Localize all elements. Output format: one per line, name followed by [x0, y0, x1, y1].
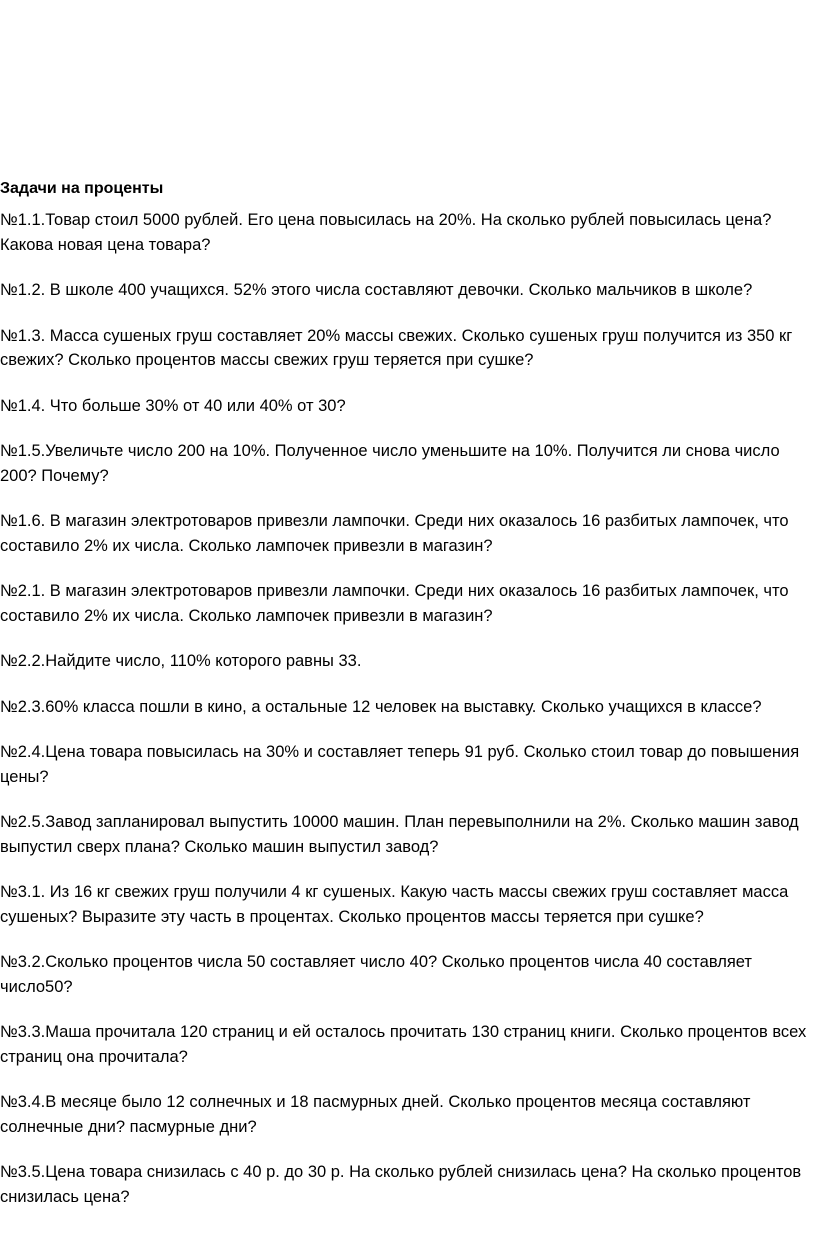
problem-1-3: №1.3. Масса сушеных груш составляет 20% массы свежих. Сколько сушеных груш получится из 350 кг свежих? Сколько процентов массы свежих груш теряется при сушке? — [0, 326, 793, 369]
problem-3-3: №3.3.Маша прочитала 120 страниц и ей осталось прочитать 130 страниц книги. Сколько процентов всех страниц она прочитала? — [0, 1023, 807, 1066]
problem-3-2: №3.2.Сколько процентов числа 50 составляет число 40? Сколько процентов числа 40 составляет число50? — [0, 953, 752, 996]
problem-2-1: №2.1. В магазин электротоваров привезли лампочки. Среди них оказалось 16 разбитых лампочек, что составило 2% их числа. Сколько лампочек привезли в магазин? — [0, 582, 789, 625]
problem-2-2: №2.2.Найдите число, 110% которого равны 33. — [0, 652, 362, 670]
problem-3-5: №3.5.Цена товара снизилась с 40 р. до 30 р. На сколько рублей снизилась цена? На сколько процентов снизилась цена? — [0, 1163, 802, 1206]
problem-3-4: №3.4.В месяце было 12 солнечных и 18 пасмурных дней. Сколько процентов месяца составляют солнечные дни? пасмурные дни? — [0, 1093, 751, 1136]
problem-2-5: №2.5.Завод запланировал выпустить 10000 машин. План перевыполнили на 2%. Сколько машин завод выпустил сверх плана? Сколько машин выпустил завод? — [0, 813, 799, 856]
problem-3-1: №3.1. Из 16 кг свежих груш получили 4 кг сушеных. Какую часть массы свежих груш составляет масса сушеных? Выразите эту часть в процентах. Сколько процентов массы теряется при сушке? — [0, 883, 789, 926]
problem-1-2: №1.2. В школе 400 учащихся. 52% этого числа составляют девочки. Сколько мальчиков в школе? — [0, 281, 753, 299]
problem-1-1: №1.1.Товар стоил 5000 рублей. Его цена повысилась на 20%. На сколько рублей повысилась цена? Какова новая цена товара? — [0, 211, 772, 254]
problem-1-5: №1.5.Увеличьте число 200 на 10%. Полученное число уменьшите на 10%. Получится ли снова число 200? Почему? — [0, 442, 780, 485]
problem-2-3: №2.3.60% класса пошли в кино, а остальные 12 человек на выставку. Сколько учащихся в классе? — [0, 697, 762, 716]
problem-1-6: №1.6. В магазин электротоваров привезли лампочки. Среди них оказалось 16 разбитых лампочек, что составило 2% их числа. Сколько лампочек привезли в магазин? — [0, 512, 789, 555]
document-page — [0, 178, 816, 1230]
problem-2-4: №2.4.Цена товара повысилась на 30% и составляет теперь 91 руб. Сколько стоил товар до повышения цены? — [0, 743, 800, 786]
problem-1-4: №1.4. Что больше 30% от 40 или 40% от 30? — [0, 396, 346, 415]
document-title: Задачи на проценты — [0, 180, 164, 197]
